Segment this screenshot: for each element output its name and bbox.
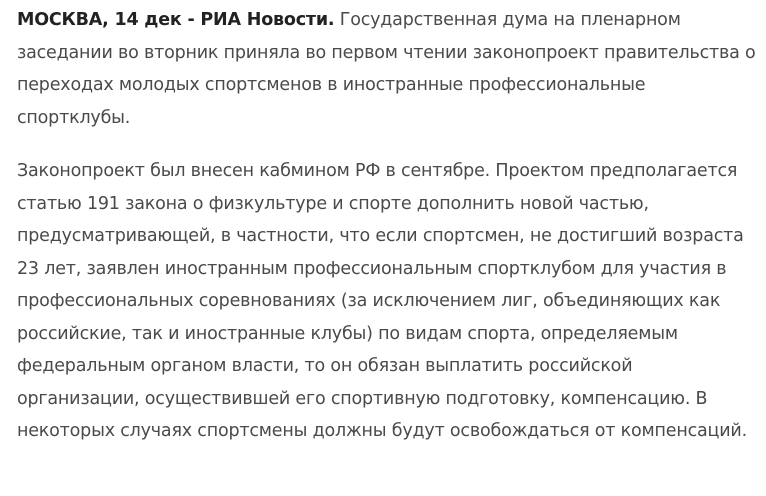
article-paragraph-1 bbox=[17, 4, 757, 134]
article-body bbox=[17, 4, 757, 448]
article-dateline: МОСКВА, 14 дек - РИА Новости. bbox=[17, 10, 335, 30]
article-paragraph-2: Законопроект был внесен кабмином РФ в сентябре. Проектом предполагается статью 191 закона о физкультуре и спорте дополнить новой частью, предусматривающей, в частности, что если спортсмен, не достигший возраста 23 лет, заявлен иностранным профессиональным спортклубом для участия в профессиональных соревнованиях (за исключением лиг, объединяющих как российские, так и иностранные клубы) по видам спорта, определяемым федеральным органом власти, то он обязан выплатить российской организации, осуществившей его спортивную подготовку, компенсацию. В некоторых случаях спортсмены должны будут освобождаться от компенсаций. bbox=[17, 161, 747, 441]
article-paragraph-1-text: Государственная дума на пленарном заседании во вторник приняла во первом чтении законопроект правительства о переходах молодых спортсменов в иностранные профессиональные спортклубы. bbox=[17, 10, 756, 128]
